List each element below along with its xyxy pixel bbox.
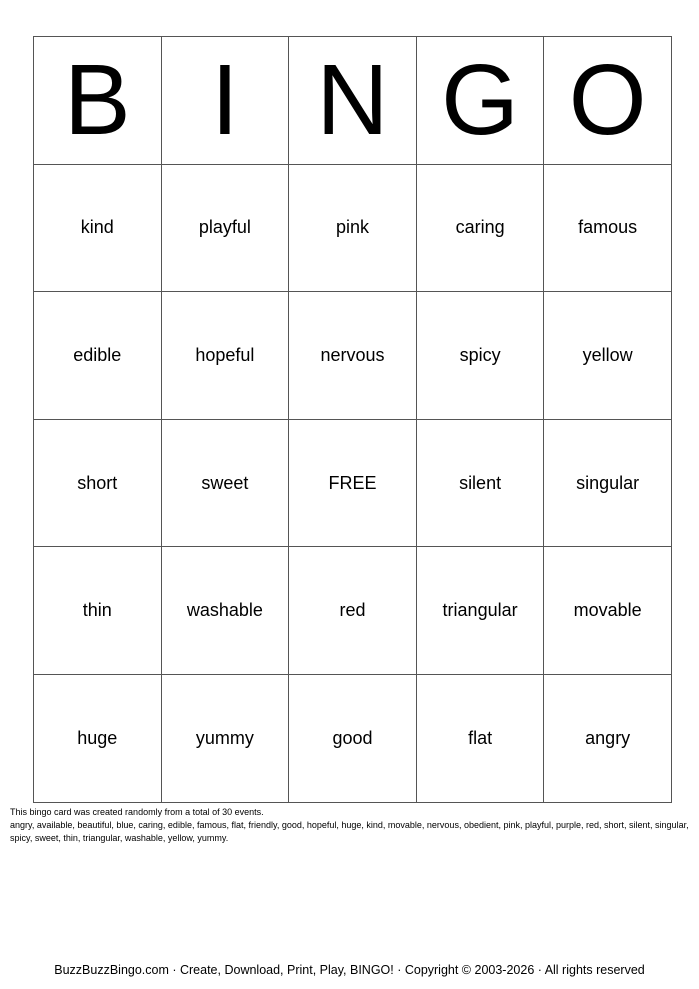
bingo-cell: silent — [416, 419, 544, 547]
card-info-summary: This bingo card was created randomly from a total of 30 events. — [10, 807, 264, 817]
header-letter-g: G — [416, 37, 544, 165]
bingo-cell: huge — [34, 674, 162, 802]
bingo-cell: short — [34, 419, 162, 547]
header-letter-o: O — [544, 37, 672, 165]
bingo-cell: edible — [34, 292, 162, 420]
bingo-card — [33, 36, 672, 803]
header-row — [34, 37, 672, 165]
page-footer: BuzzBuzzBingo.com · Create, Download, Print, Play, BINGO! · Copyright © 2003-2026 · All rights reserved — [54, 963, 645, 977]
bingo-cell: movable — [544, 547, 672, 675]
bingo-cell: famous — [544, 164, 672, 292]
grid-row-3 — [34, 419, 672, 547]
header-letter-n: N — [289, 37, 417, 165]
bingo-cell: yummy — [161, 674, 289, 802]
bingo-cell: caring — [416, 164, 544, 292]
grid-row-5 — [34, 674, 672, 802]
grid-row-2 — [34, 292, 672, 420]
header-letter-b: B — [34, 37, 162, 165]
bingo-cell: thin — [34, 547, 162, 675]
bingo-cell: sweet — [161, 419, 289, 547]
bingo-cell: angry — [544, 674, 672, 802]
header-letter-i: I — [161, 37, 289, 165]
bingo-cell: singular — [544, 419, 672, 547]
grid-row-4 — [34, 547, 672, 675]
bingo-cell: flat — [416, 674, 544, 802]
card-info-note — [10, 806, 690, 845]
bingo-cell: nervous — [289, 292, 417, 420]
bingo-cell: good — [289, 674, 417, 802]
bingo-cell: spicy — [416, 292, 544, 420]
bingo-cell: red — [289, 547, 417, 675]
free-space-cell: FREE — [289, 419, 417, 547]
bingo-cell: washable — [161, 547, 289, 675]
bingo-cell: kind — [34, 164, 162, 292]
bingo-cell: hopeful — [161, 292, 289, 420]
card-info-word-list: angry, available, beautiful, blue, caring, edible, famous, flat, friendly, good, hopeful, huge, kind, movable, nervous, obedient, pink, playful, purple, red, short, silent, singular, spicy, sweet, thin, triangular, washable, yellow, yummy. — [10, 820, 689, 843]
bingo-cell: playful — [161, 164, 289, 292]
bingo-cell: pink — [289, 164, 417, 292]
grid-row-1 — [34, 164, 672, 292]
bingo-cell: yellow — [544, 292, 672, 420]
bingo-cell: triangular — [416, 547, 544, 675]
